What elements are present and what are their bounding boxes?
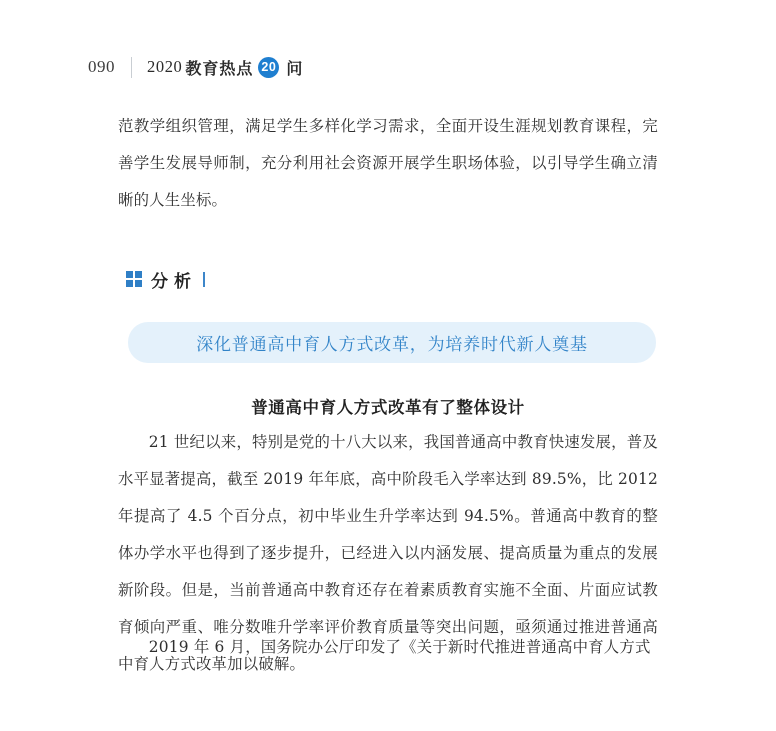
section-heading-label: 分析 xyxy=(151,271,197,292)
grid-square-4 xyxy=(135,280,142,287)
paragraph-block-top xyxy=(118,108,658,219)
section-heading-analysis xyxy=(126,266,205,292)
book-title xyxy=(147,56,303,79)
page-running-header xyxy=(88,52,303,82)
header-divider xyxy=(131,57,132,78)
book-title-year: 2020 xyxy=(147,57,183,76)
paragraph-last: 2019 年 6 月，国务院办公厅印发了《关于新时代推进普通高中育人方式 xyxy=(148,638,651,656)
grid-2x2-icon xyxy=(126,271,142,287)
paragraph-block-last xyxy=(118,629,658,666)
paragraph-continuation: 范教学组织管理，满足学生多样化学习需求，全面开设生涯规划教育课程，完善学生发展导师制，充分利用社会资源开展学生职场体验，以引导学生确立清晰的人生坐标。 xyxy=(118,117,658,209)
page-number: 090 xyxy=(88,57,115,76)
grid-square-2 xyxy=(135,271,142,278)
grid-square-1 xyxy=(126,271,133,278)
book-title-suffix: 问 xyxy=(286,58,304,78)
issue-count-badge: 20 xyxy=(258,57,279,78)
paragraph-main: 21 世纪以来，特别是党的十八大以来，我国普通高中教育快速发展，普及水平显著提高，截至 2019 年年底，高中阶段毛入学率达到 89.5%，比 2012 年提高了 4.5 个百分点，初中毕业生升学率达到 94.5%。普通高中教育的整体办学水平也得到了逐步提升，已经进入以内涵发展、提高质量为重点的发展新阶段。但是，当前普通高中教育还存在着素质教育实施不全面、片面应试教育倾向严重、唯分数唯升学率评价教育质量等突出问题，亟须通过推进普通高中育人方式改革加以破解。 xyxy=(118,433,658,673)
article-title-text: 深化普通高中育人方式改革，为培养时代新人奠基 xyxy=(196,335,588,355)
article-title-banner xyxy=(128,322,656,363)
book-title-text: 教育热点 xyxy=(185,58,254,78)
grid-square-3 xyxy=(126,280,133,287)
article-subheading: 普通高中育人方式改革有了整体设计 xyxy=(251,398,525,417)
section-heading-bar xyxy=(203,272,205,287)
